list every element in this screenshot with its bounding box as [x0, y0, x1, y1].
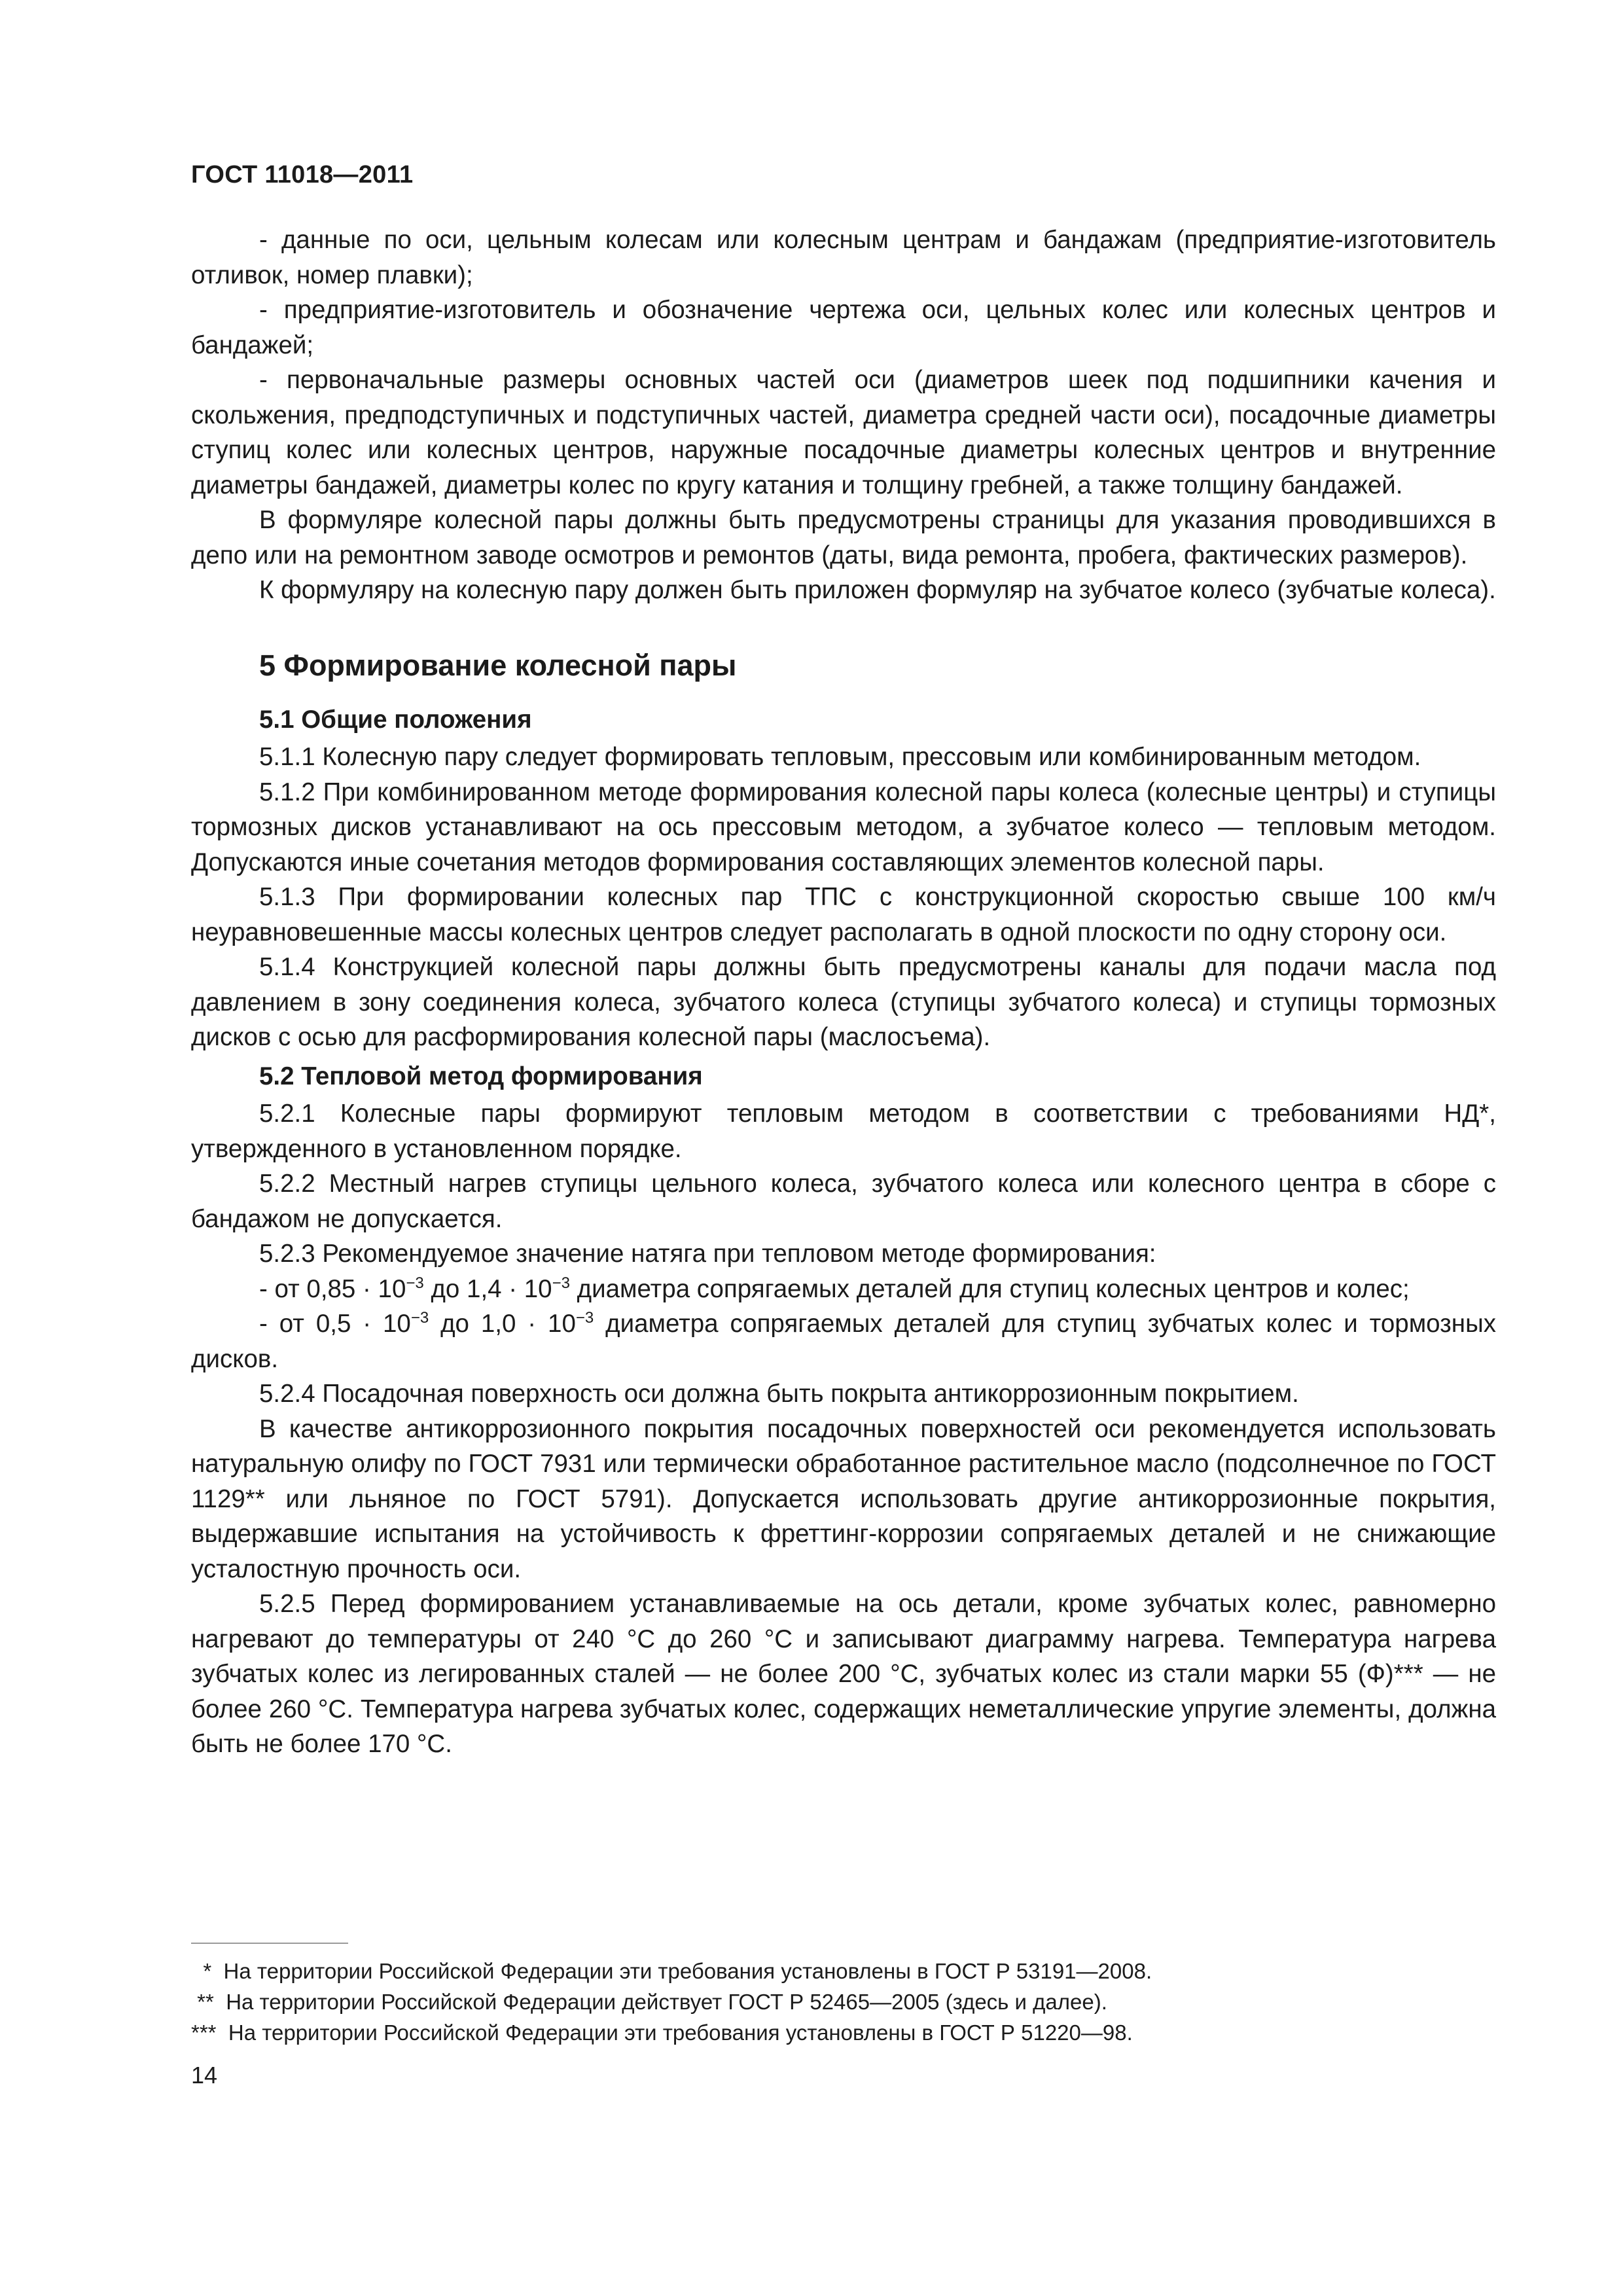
clause-5-1-3: 5.1.3 При формировании колесных пар ТПС с конструкционной скоростью свыше 100 км/ч неуравновешенные массы колесных центров следует располагать в одной плоскости по одну сторону оси. — [191, 883, 1496, 946]
footnote-1: * На территории Российской Федерации эти требования установлены в ГОСТ Р 53191—2008. — [191, 1959, 1152, 1983]
list-item-initial-dimensions: - первоначальные размеры основных частей оси (диаметров шеек под подшипники качения и скольжения, предподступичных и подступичных частей, диаметра средней части оси), посадочные диаметры ступиц колес или колесных центров, наружные посадочные диаметры колесных центров и внутренние диаметры бандажей, диаметры колес по кругу катания и толщину гребней, а также толщину бандажей. — [191, 366, 1496, 499]
footnote-3: *** На территории Российской Федерации эти требования установлены в ГОСТ Р 51220—98. — [191, 2020, 1133, 2045]
paragraph-anticorrosion: В качестве антикоррозионного покрытия посадочных поверхностей оси рекомендуется использовать натуральную олифу по ГОСТ 7931 или термически обработанное растительное масло (подсолнечное по ГОСТ 1129** или льняное по ГОСТ 5791). Допускается использовать другие антикоррозионные покрытия, выдержавшие испытания на устойчивость к фреттинг-коррозии сопрягаемых деталей и не снижающие усталостную прочность оси. — [191, 1414, 1496, 1583]
subsection-5-1-heading: 5.1 Общие положения — [259, 705, 532, 734]
clause-5-2-2: 5.2.2 Местный нагрев ступицы цельного колеса, зубчатого колеса или колесного центра в сборе с бандажом не допускается. — [191, 1170, 1496, 1233]
item1-exponent-2: −3 — [552, 1274, 570, 1292]
clause-5-2-4: 5.2.4 Посадочная поверхность оси должна быть покрыта антикоррозионным покрытием. — [259, 1380, 1299, 1408]
document-header: ГОСТ 11018—2011 — [191, 161, 414, 188]
item2-exponent-2: −3 — [575, 1309, 594, 1327]
item2-text-c: диаметра сопрягаемых деталей для ступиц зубчатых колес и тормозных дисков. — [191, 1310, 1496, 1373]
clause-5-2-1: 5.2.1 Колесные пары формируют тепловым методом в соответствии с требованиями НД*, утвержденного в установленном порядке. — [191, 1100, 1496, 1163]
page-number: 14 — [191, 2062, 218, 2089]
item1-text-c: диаметра сопрягаемых деталей для ступиц колесных центров и колес; — [569, 1274, 1410, 1303]
list-item-manufacturer: - предприятие-изготовитель и обозначение чертежа оси, цельных колес или колесных центров и бандажей; — [191, 296, 1496, 359]
subsection-5-2-heading: 5.2 Тепловой метод формирования — [259, 1062, 703, 1090]
item2-exponent-1: −3 — [410, 1309, 429, 1327]
paragraph-form-pages: В формуляре колесной пары должны быть предусмотрены страницы для указания проводившихся в депо или на ремонтном заводе осмотров и ремонтов (даты, вида ремонта, пробега, фактических размеров). — [191, 506, 1496, 569]
paragraph-gear-form: К формуляру на колесную пару должен быть приложен формуляр на зубчатое колесо (зубчатые колеса). — [259, 576, 1496, 604]
footnote-divider — [191, 1943, 348, 1944]
list-item-axle-data: - данные по оси, цельным колесам или колесным центрам и бандажам (предприятие-изготовитель отливок, номер плавки); — [191, 226, 1496, 289]
clause-5-2-3: 5.2.3 Рекомендуемое значение натяга при тепловом методе формирования: — [259, 1240, 1156, 1268]
item1-text-b: до 1,4 · 10 — [423, 1274, 552, 1303]
clause-5-1-4: 5.1.4 Конструкцией колесной пары должны быть предусмотрены каналы для подачи масла под давлением в зону соединения колеса, зубчатого колеса (ступицы зубчатого колеса) и ступицы тормозных дисков с осью для расформирования колесной пары (маслосъема). — [191, 953, 1496, 1051]
item2-text-b: до 1,0 · 10 — [429, 1310, 576, 1338]
clause-5-1-2: 5.1.2 При комбинированном методе формирования колесной пары колеса (колесные центры) и ступицы тормозных дисков устанавливают на ось прессовым методом, а зубчатое колесо — тепловым методом. Допускаются иные сочетания методов формирования составляющих элементов колесной пары. — [191, 778, 1496, 876]
clause-5-2-5: 5.2.5 Перед формированием устанавливаемые на ось детали, кроме зубчатых колес, равномерно нагревают до температуры от 240 °С до 260 °С и записывают диаграмму нагрева. Температура нагрева зубчатых колес из легированных сталей — не более 200 °С, зубчатых колес из стали марки 55 (Ф)*** — не более 260 °С. Температура нагрева зубчатых колес, содержащих неметаллические упругие элементы, должна быть не более 170 °С. — [191, 1590, 1496, 1758]
footnotes — [191, 1956, 1496, 2048]
list-item-interference-wheels — [191, 1272, 1496, 1307]
item2-text-a: - от 0,5 · 10 — [259, 1310, 411, 1338]
section-5-heading: 5 Формирование колесной пары — [259, 648, 737, 682]
footnote-2: ** На территории Российской Федерации действует ГОСТ Р 52465—2005 (здесь и далее). — [191, 1990, 1107, 2014]
item1-text-a: - от 0,85 · 10 — [259, 1274, 406, 1303]
document-body — [191, 223, 1496, 1762]
item1-exponent-1: −3 — [406, 1274, 424, 1292]
list-item-interference-gears — [191, 1306, 1496, 1376]
clause-5-1-1: 5.1.1 Колесную пару следует формировать тепловым, прессовым или комбинированным методом. — [259, 743, 1421, 771]
